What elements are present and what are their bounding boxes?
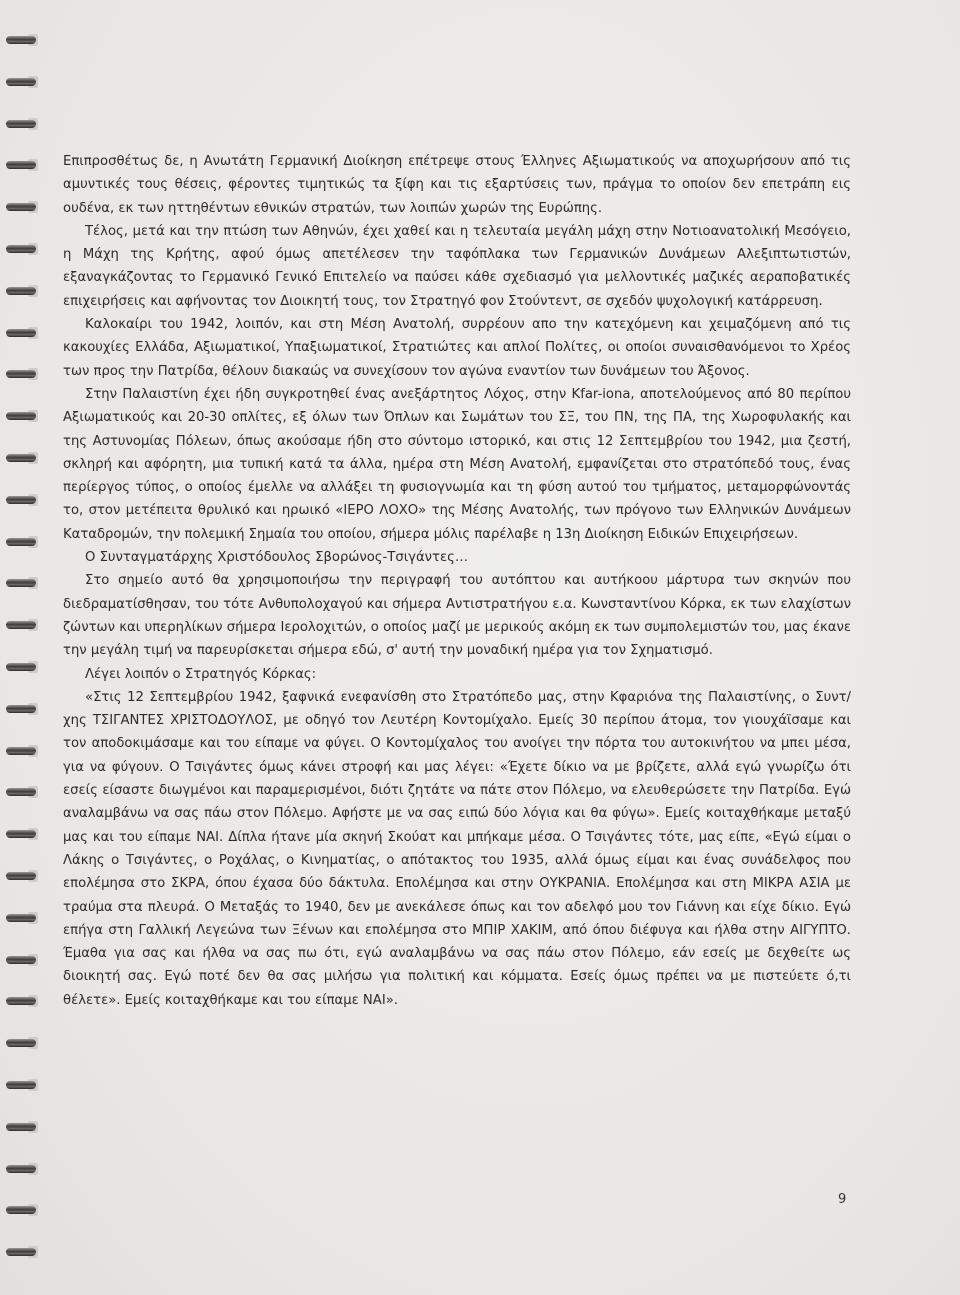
- binding-ring: [6, 1033, 40, 1053]
- binding-ring: [6, 782, 40, 802]
- paragraph-6: Στο σημείο αυτό θα χρησιμοποιήσω την περιγραφή του αυτόπτου και αυτήκοου μάρτυρα των σκηνών που διεδραματίσθησαν, του τότε Ανθυπολοχαγού και σήμερα Αντιστρατήγου ε.α. Κωνσταντίνου Κόρκα, εκ των ελαχίστων ζώντων και υπερηλίκων σήμερα Ιερολοχιτών, ο οποίος μαζί με μερικούς ακόμη εκ των συμπολεμιστών του, μας έκανε την μεγάλη τιμή να παρευρίσκεται σήμερα εδώ, σ' αυτή την μοναδική ημέρα για τον Σχηματισμό.: [63, 573, 851, 659]
- paragraph-8: «Στις 12 Σεπτεμβρίου 1942, ξαφνικά ενεφανίσθη στο Στρατόπεδο μας, στην Κφαριόνα της Παλαιστίνης, ο Συντ/χης ΤΣΙΓΑΝΤΕΣ ΧΡΙΣΤΟΔΟΥΛΟΣ, με οδηγό τον Λευτέρη Κοντομίχαλο. Εμείς 30 περίπου άτομα, τον γιουχάϊσαμε και τον αποδοκιμάσαμε και του είπαμε να φύγει. Ο Κοντομίχαλος του ανοίγει την πόρτα του αυτοκινήτου να μπει μέσα, για να φύγουν. Ο Τσιγάντες όμως κάνει στροφή και μας λέγει: «Έχετε δίκιο να με βρίζετε, αλλά εγώ γνωρίζω ότι εσείς είσαστε διωγμένοι και παραμερισμένοι, διότι ζητάτε να πάτε στον Πόλεμο, να ελευθερώσετε την Πατρίδα. Εγώ αναλαμβάνω να σας πάω στον Πόλεμο. Αφήστε με να σας ειπώ δύο λόγια και θα φύγω». Εμείς κοιταχθήκαμε μεταξύ μας και του είπαμε ΝΑΙ. Δίπλα ήτανε μία σκηνή Σκούατ και μπήκαμε μέσα. Ο Τσιγάντες τότε, μας είπε, «Εγώ είμαι ο Λάκης ο Τσιγάντες, ο Ροχάλας, ο Κινηματίας, ο απότακτος του 1935, αλλά όμως είμαι και ένας συνάδελφος που επολέμησα στο ΣΚΡΑ, όπου έχασα δύο δάκτυλα. Επολέμησα και στην ΟΥΚΡΑΝΙΑ. Επολέμησα και στη ΜΙΚΡΑ ΑΣΙΑ με τραύμα στα πλευρά. Ο Μεταξάς το 1940, δεν με ανεκάλεσε όπως και τον αδελφό μου τον Γιάννη και είχε δίκιο. Εγώ επήγα στη Γαλλική Λεγεώνα των Ξένων και επολέμησα στο ΜΠΙΡ ΧΑΚΙΜ, από όπου διέφυγα και ήλθα στην ΑΙΓΥΠΤΟ. Έμαθα για σας και ήλθα να σας πω ότι, εγώ αναλαμβάνω να σας πάω στον Πόλεμο, εάν εσείς με δεχθείτε ως διοικητή σας. Εγώ ποτέ δεν θα σας μιλήσω για πολιτική και κόμματα. Εσείς όμως πρέπει να με πιστεύετε ό,τι θέλετε». Εμείς κοιταχθήκαμε και του είπαμε ΝΑΙ».: [63, 689, 851, 1008]
- binding-ring: [6, 114, 40, 134]
- binding-ring: [6, 281, 40, 301]
- binding-ring: [6, 30, 40, 50]
- binding-ring: [6, 323, 40, 343]
- binding-ring: [6, 197, 40, 217]
- binding-ring: [6, 908, 40, 928]
- binding-ring: [6, 1200, 40, 1220]
- binding-ring: [6, 490, 40, 510]
- paragraph-5: Ο Συνταγματάρχης Χριστόδουλος Σβορώνος-Τσιγάντες…: [85, 550, 469, 566]
- binding-ring: [6, 155, 40, 175]
- binding-ring: [6, 1075, 40, 1095]
- binding-ring: [6, 406, 40, 426]
- binding-ring: [6, 615, 40, 635]
- binding-ring: [6, 573, 40, 593]
- spiral-binding: [0, 0, 60, 1295]
- paragraph-2: Τέλος, μετά και την πτώση των Αθηνών, έχει χαθεί και η τελευταία μεγάλη μάχη στην Νοτιοανατολική Μεσόγειο, η Μάχη της Κρήτης, αφού όμως απετέλεσεν την ταφόπλακα των Γερμανικών Δυνάμεων Αλεξιπτωτιστών, εξαναγκάζοντας το Γερμανικό Γενικό Επιτελείο να παύσει κάθε σχεδιασμό για μελλοντικές μαζικές αεραποβατικές επιχειρήσεις και αφήνοντας τον Διοικητή τους, τον Στρατηγό φον Στούντεντ, σε σχεδόν ψυχολογική κατάρρευση.: [63, 223, 851, 309]
- binding-ring: [6, 1159, 40, 1179]
- binding-ring: [6, 72, 40, 92]
- binding-ring: [6, 1117, 40, 1137]
- body-text: [63, 150, 851, 1012]
- binding-ring: [6, 699, 40, 719]
- binding-ring: [6, 1242, 40, 1262]
- page-number: 9: [838, 1192, 847, 1207]
- binding-ring: [6, 364, 40, 384]
- paragraph-3: Καλοκαίρι του 1942, λοιπόν, και στη Μέση Ανατολή, συρρέουν απο την κατεχόμενη και χειμαζόμενη από τις κακουχίες Ελλάδα, Αξιωματικοί, Υπαξιωματικοί, Στρατιώτες και απλοί Πολίτες, οι οποίοι συναισθανόμενοι το Χρέος των προς την Πατρίδα, θέλουν διακαώς να συνεχίσουν τον αγώνα εναντίον των δυνάμεων του Άξονος.: [63, 317, 851, 379]
- paragraph-7: Λέγει λοιπόν ο Στρατηγός Κόρκας:: [85, 666, 317, 682]
- binding-ring: [6, 532, 40, 552]
- paragraph-4: Στην Παλαιστίνη έχει ήδη συγκροτηθεί ένας ανεξάρτητος Λόχος, στην Kfar-iona, αποτελούμενος από 80 περίπου Αξιωματικούς και 20-30 οπλίτες, εξ όλων των Όπλων και Σωμάτων του ΣΞ, του ΠΝ, της ΠΑ, της Χωροφυλακής και της Αστυνομίας Πόλεων, όπως ακούσαμε ήδη στο σύντομο ιστορικό, και στις 12 Σεπτεμβρίου του 1942, μια ζεστή, σκληρή και αφόρητη, μια τυπική κατά τα άλλα, ημέρα στη Μέση Ανατολή, εμφανίζεται στο στρατόπεδό τους, ένας περίεργος τύπος, ο οποίος έμελλε να αλλάξει τη φυσιογνωμία και τη φύση αυτού του τμήματος, μεταμορφώνοντάς το, στον μετέπειτα θρυλικό και ηρωικό «ΙΕΡΟ ΛΟΧΟ» της Μέσης Ανατολής, των πρόγονο των Ελληνικών Δυνάμεων Καταδρομών, την πολεμική Σημαία του οποίου, σήμερα μόλις παρέλαβε η 13η Διοίκηση Ειδικών Επιχειρήσεων.: [63, 386, 851, 542]
- binding-ring: [6, 657, 40, 677]
- binding-ring: [6, 866, 40, 886]
- binding-ring: [6, 991, 40, 1011]
- binding-ring: [6, 239, 40, 259]
- binding-ring: [6, 741, 40, 761]
- binding-ring: [6, 824, 40, 844]
- paragraph-1: Επιπροσθέτως δε, η Ανωτάτη Γερμανική Διοίκηση επέτρεψε στους Έλληνες Αξιωματικούς να αποχωρήσουν από τις αμυντικές τους θέσεις, φέροντες τιμητικώς τα ξίφη και τις εξαρτύσεις των, πράγμα το οποίον δεν επετράπη εις ουδένα, εκ των ηττηθέντων εθνικών στρατών, των λοιπών χωρών της Ευρώπης.: [63, 154, 851, 216]
- binding-ring: [6, 448, 40, 468]
- binding-ring: [6, 950, 40, 970]
